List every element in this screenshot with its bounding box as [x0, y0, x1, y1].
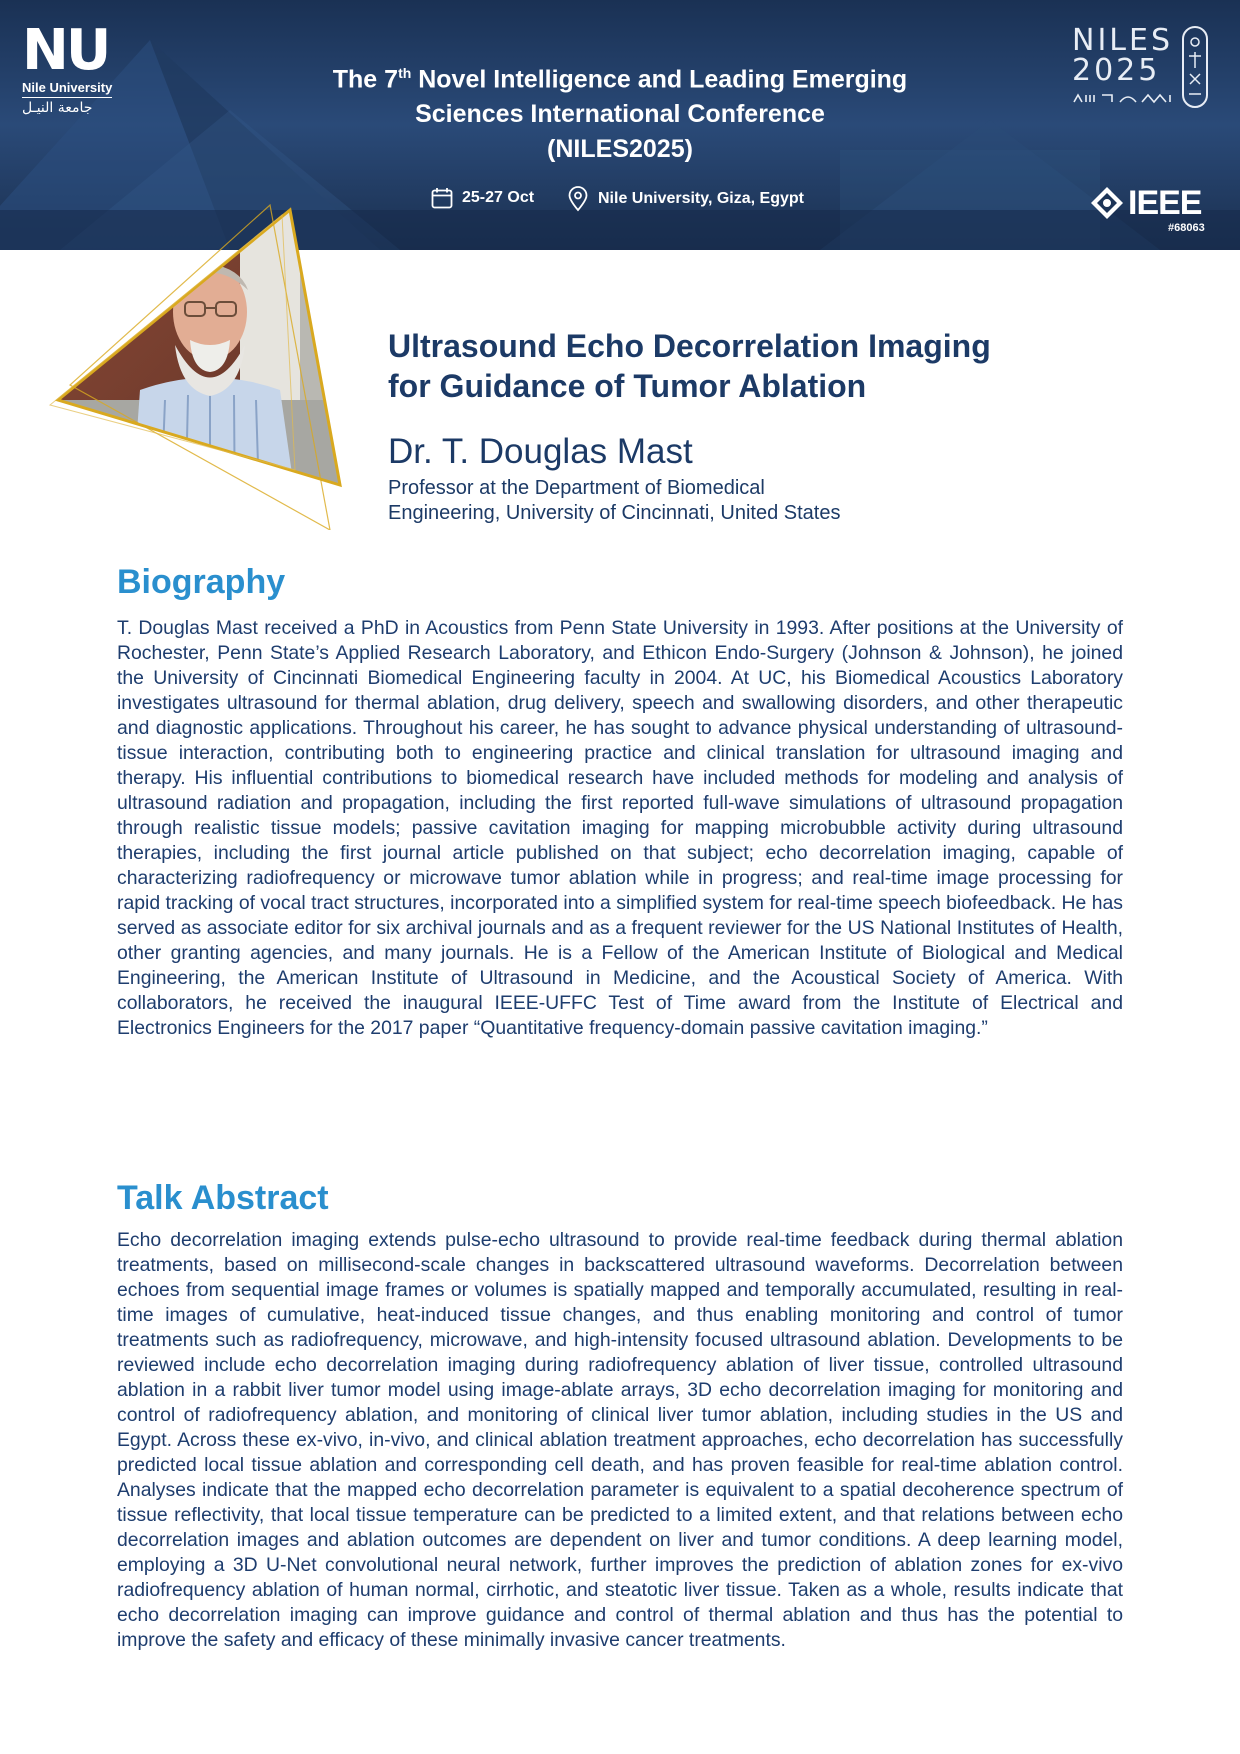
ieee-text: IEEE [1128, 184, 1202, 222]
ieee-diamond-icon [1090, 186, 1124, 220]
calendar-icon [430, 186, 454, 210]
affiliation-line1: Professor at the Department of Biomedical [388, 477, 765, 499]
niles-2025-logo [1072, 23, 1174, 88]
hieroglyph-strip-icon [1072, 92, 1176, 106]
conference-title-line3: (NILES2025) [547, 135, 693, 164]
abstract-text: Echo decorrelation imaging extends pulse-echo ultrasound to provide real-time feedback during thermal ablation treatments, based on millisecond-scale changes in backscattered ultrasound waveforms. Decorrelation between echoes from sequential image frames or volumes is spatially mapped and temporally accumulated, resulting in real-time images of cumulative, heat-induced tissue changes, and thus enabling monitoring and control of tumor treatments such as radiofrequency, microwave, and high-intensity focused ultrasound ablation. Developments to be reviewed include echo decorrelation imaging during radiofrequency ablation of liver tissue, controlled ultrasound ablation in a rabbit liver tumor model using image-ablate arrays, 3D echo decorrelation imaging for monitoring and control of radiofrequency ablation, and monitoring of clinical liver tumor ablation, including studies in the US and Egypt. Across these ex-vivo, in-vivo, and clinical ablation treatment approaches, echo decorrelation has successfully predicted local tissue ablation and corresponding cell death, and has proven feasible for real-time ablation control. Analyses indicate that the mapped echo decorrelation parameter is equivalent to a spatial decoherence spectrum of tissue reflectivity, that local tissue temperature can be predicted to a limited extent, and that relations between echo decorrelation images and ablation outcomes are dependent on liver and tumor conditions. A deep learning model, employing a 3D U-Net convolutional neural network, further improves the prediction of ablation zones for ex-vivo radiofrequency ablation of human normal, cirrhotic, and steatotic liver tissue. Taken as a whole, results indicate that echo decorrelation imaging can improve guidance and control of thermal ablation and thus has the potential to improve the safety and efficacy of these minimally invasive cancer treatments. [117, 1229, 1123, 1651]
conference-date [430, 186, 534, 210]
abstract-heading: Talk Abstract [117, 1179, 329, 1217]
nu-logo-mark: NU [22, 18, 109, 83]
talk-title-line1: Ultrasound Echo Decorrelation Imaging [388, 328, 991, 364]
biography-text: T. Douglas Mast received a PhD in Acoustics from Penn State University in 1993. After positions at the University of Rochester, Penn State’s Applied Research Laboratory, and Ethicon Endo-Surgery (Johnson & Johnson), he joined the University of Cincinnati Biomedical Engineering faculty in 2004. At UC, his Biomedical Acoustics Laboratory investigates ultrasound for thermal ablation, drug delivery, speech and swallowing disorders, and other therapeutic and diagnostic applications. Throughout his career, he has sought to advance physical understanding of ultrasound-tissue interaction, contributing both to engineering practice and clinical translation for ultrasound imaging and therapy. His influential contributions to biomedical research have included methods for modeling and analysis of ultrasound radiation and propagation, including the first reported full-wave simulations of ultrasound propagation through realistic tissue models; passive cavitation imaging for mapping microbubble activity during ultrasound therapies, including the first journal article published on that subject; echo decorrelation imaging, capable of characterizing radiofrequency or microwave tumor ablation while in progress; and real-time image processing for rapid tracking of vocal tract structures, incorporated into a simplified system for real-time speech biofeedback. He has served as associate editor for six archival journals and as a frequent reviewer for the US National Institutes of Health, other granting agencies, and many journals. He is a Fellow of the American Institute of Biological and Medical Engineering, the American Institute of Ultrasound in Medicine, and the Acoustical Society of America. With collaborators, he received the inaugural IEEE-UFFC Test of Time award from the Institute of Electrical and Electronics Engineers for the 2017 paper “Quantitative frequency-domain passive cavitation imaging.” [117, 617, 1123, 1039]
hieroglyph-cartouche-icon [1180, 24, 1210, 110]
nile-university-logo [22, 18, 113, 116]
ieee-logo [1090, 186, 1201, 220]
talk-title-line2: for Guidance of Tumor Ablation [388, 368, 867, 404]
location-pin-icon [566, 186, 590, 212]
location-text: Nile University, Giza, Egypt [598, 190, 804, 207]
ieee-conference-code: #68063 [1168, 222, 1205, 234]
speaker-name: Dr. T. Douglas Mast [388, 432, 693, 471]
talk-title [388, 326, 1088, 406]
conference-title-line1: The 7th Novel Intelligence and Leading Emerging [332, 65, 908, 94]
nile-university-name: Nile University [22, 80, 112, 98]
conference-location [566, 186, 804, 212]
affiliation-line2: Engineering, University of Cincinnati, United States [388, 502, 841, 524]
conference-title-line2: Sciences International Conference [415, 100, 825, 129]
speaker-photo [40, 200, 380, 530]
date-text: 25-27 Oct [462, 189, 535, 206]
niles-logo-word: NILES [1072, 23, 1174, 58]
speaker-photo-frame [40, 200, 380, 530]
conference-title [300, 56, 940, 167]
nile-university-name-arabic: جامعة النيـل [22, 100, 93, 116]
niles-logo-year: 2025 [1072, 53, 1161, 88]
speaker-affiliation [388, 476, 908, 526]
biography-heading: Biography [117, 563, 286, 601]
